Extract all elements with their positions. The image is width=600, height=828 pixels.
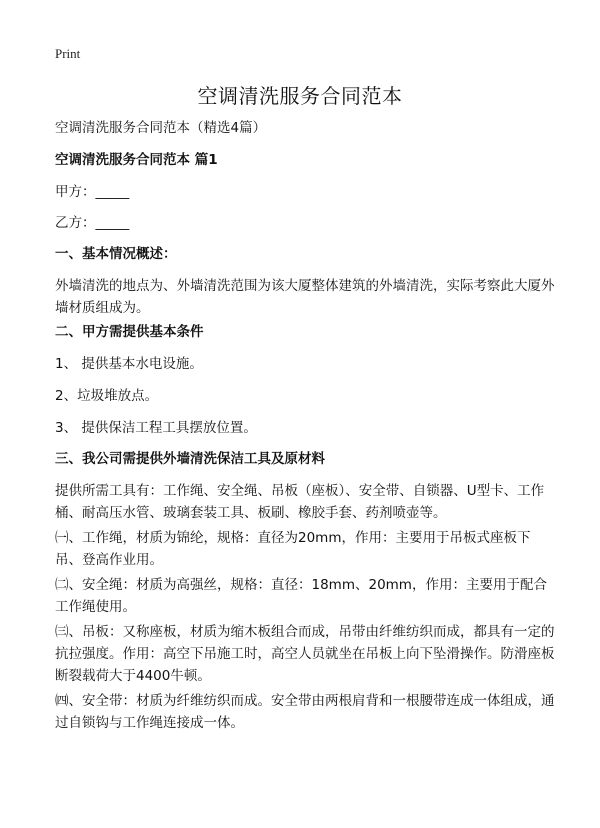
document-subtitle: 空调清洗服务合同范本（精选4篇） (55, 120, 267, 136)
paragraph-tools-list: 提供所需工具有：工作绳、安全绳、吊板（座板）、安全带、自锁器、U型卡、工作桶、耐高压水管、玻璃套装工具、板刷、橡胶手套、药剂喷壶等。 (55, 483, 545, 521)
paragraph-work-rope: ㈠、工作绳，材质为锦纶，规格：直径为20mm，作用：主要用于吊板式座板下吊、登高作业用。 (55, 530, 531, 568)
party-b-line: 乙方：_____ (55, 215, 130, 231)
paragraph-seat-board: ㈢、吊板：又称座板，材质为缩木板组合而成，吊带由纤维纺织而成，都具有一定的抗拉强度。作用：高空下吊施工时，高空人员就坐在吊板上向下坠滑操作。防滑座板断裂载荷大于4400牛顿。 (55, 624, 555, 684)
heading-basic-overview: 一、基本情况概述： (55, 246, 177, 262)
print-label: Print (55, 46, 81, 61)
document-title: 空调清洗服务合同范本 (197, 84, 403, 108)
paragraph-safety-rope: ㈡、安全绳：材质为高强丝，规格：直径：18mm、20mm，作用：主要用于配合工作绳使用。 (55, 577, 547, 615)
heading-party-a-conditions: 二、甲方需提供基本条件 (55, 324, 204, 340)
list-item: 2、垃圾堆放点。 (55, 388, 159, 404)
paragraph-safety-belt: ㈣、安全带：材质为纤维纺织而成。安全带由两根肩背和一根腰带连成一体组成，通过自锁钩与工作绳连接成一体。 (55, 693, 555, 731)
list-item: 3、 提供保洁工程工具摆放位置。 (55, 420, 257, 436)
party-a-line: 甲方：_____ (55, 184, 130, 200)
heading-tools-materials: 三、我公司需提供外墙清洗保洁工具及原材料 (55, 451, 325, 467)
paragraph-overview: 外墙清洗的地点为、外墙清洗范围为该大厦整体建筑的外墙清洗，实际考察此大厦外墙材质组成为。 (55, 278, 555, 316)
list-item: 1、 提供基本水电设施。 (55, 356, 203, 372)
section-heading: 空调清洗服务合同范本 篇1 (55, 152, 218, 168)
